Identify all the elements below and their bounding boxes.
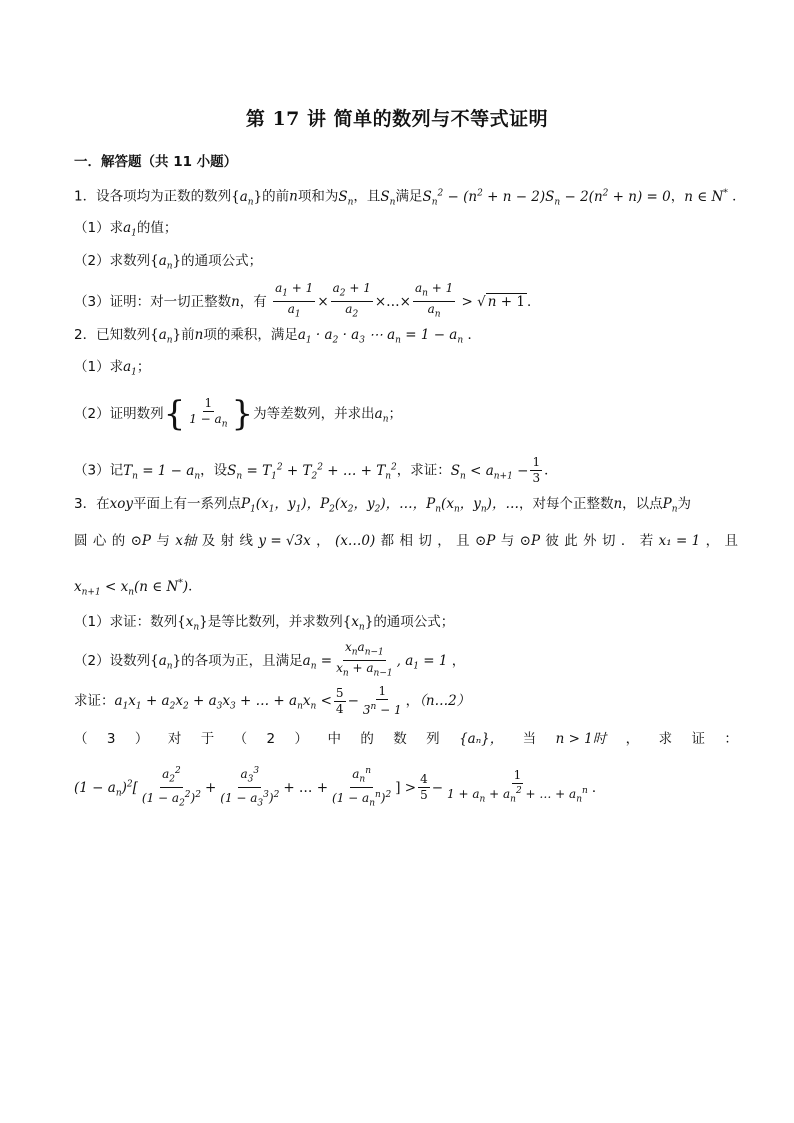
problem-3-q3-formula: $(1 - a_n)^2$[ $\frac{a_2^2}{(1 - a_2^2)^2}$ + $\frac{a_3^3}{(1 - a_3^3)^2}$ + … + $\frac{a_n^n}{(1 - a_n^n)^2}$ ] > $\frac{4}{5}$ − $\frac{1}{1 + a_n + a_n^2 + \dots + a_n^n}$ ． — [74, 766, 606, 809]
problem-3-line2: 圆 心 的 ⊙P 与 x轴 及 射 线 y = √3x ， (x…0) 都 相 切 ， 且 ⊙P 与 ⊙P 彼 此 外 切 ． 若 x₁ = 1 ， 且 — [74, 533, 738, 549]
problem-1-stem: 1．设各项均为正数的数列$\{a_n\}$的前n项和为$S_n$，且$S_n$满足$S_n^2 - (n^2 + n - 2)S_n - 2(n^2 + n) = 0$，n ∈ N* ． — [74, 188, 746, 208]
problem-2-q1: （1）求$a_1$； — [74, 359, 151, 378]
problem-1-q2: （2）求数列$\{a_n\}$的通项公式； — [74, 253, 263, 272]
problem-3-q3: （ 3 ） 对 于 （ 2 ） 中 的 数 列 {aₙ}， 当 n > 1时 ， 求 证 ： — [74, 731, 738, 747]
problem-2-q2: （2）证明数列{ $\frac{1}{1 - a_n}$ }为等差数列，并求出$a_n$； — [74, 394, 403, 434]
page-title: 第 17 讲 简单的数列与不等式证明 — [245, 108, 549, 130]
problem-2-stem: 2．已知数列$\{a_n\}$前n项的乘积，满足$a_1 \cdot a_2 \cdot a_3$ ⋯ $a_n = 1 - a_n$ ． — [74, 327, 481, 346]
problem-3-proof: 求证：$a_1x_1 + a_2x_2 + a_3x_3$ + … + $a_nx_n$ < $\frac{5}{4}$ − $\frac{1}{3^n - 1}$ ，（n…2） — [74, 684, 471, 717]
problem-3-line3: $x_{n+1} < x_n(n$ ∈ N*)． — [74, 578, 202, 598]
problem-2-q3: （3）记$T_n = 1 - a_n$，设$S_n = T_1^2 + T_2^2$ + … + $T_n^2$，求证：$S_n < a_{n+1}$ − $\frac{1}{3}$ ． — [74, 455, 558, 485]
problem-3-q1: （1）求证：数列$\{x_n\}$是等比数列，并求数列$\{x_n\}$的通项公式； — [74, 614, 455, 633]
problem-1-q1: （1）求$a_1$的值； — [74, 220, 178, 239]
section-heading: 一．解答题（共 11 小题） — [74, 154, 238, 170]
problem-3-q2: （2）设数列$\{a_n\}$的各项为正，且满足$a_n$ = $\frac{x_na_{n-1}}{x_n + a_{n-1}}$ , $a_1 = 1$ ， — [74, 640, 466, 679]
problem-3-stem: 3．在xoy平面上有一系列点$P_1(x_1$，$y_1$)，$P_2(x_2$，$y_2$)，…，$P_n(x_n$，$y_n$)，…，对每个正整数n，以点$P_n$为 — [74, 496, 692, 515]
problem-1-q3: （3）证明：对一切正整数n，有 $\frac{a_1 + 1}{a_1}$ × $\frac{a_2 + 1}{a_2}$ ×…× $\frac{a_n + 1}{a_n}$ > √ n + 1 ． — [74, 281, 541, 320]
